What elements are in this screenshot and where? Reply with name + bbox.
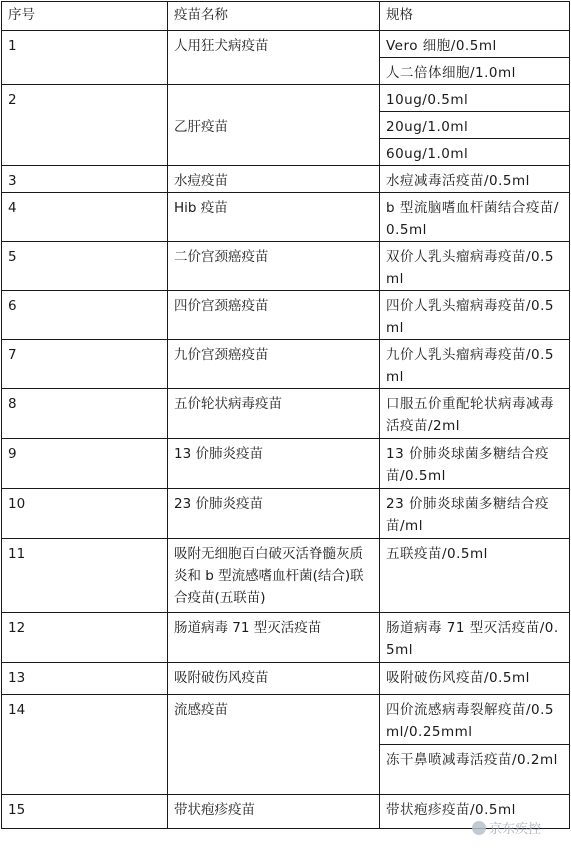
table-row [2, 389, 570, 439]
table-body [2, 31, 570, 829]
cell-no: 4 [2, 193, 168, 242]
cell-vaccine-name: 五价轮状病毒疫苗 [168, 389, 380, 439]
cell-spec: 带状疱疹疫苗/0.5ml [380, 795, 570, 829]
table-row [2, 166, 570, 193]
cell-vaccine-name: 水痘疫苗 [168, 166, 380, 193]
cell-vaccine-name: 二价宫颈癌疫苗 [168, 242, 380, 291]
table-header-row [2, 2, 570, 31]
cell-no: 9 [2, 439, 168, 489]
cell-spec: 23 价肺炎球菌多糖结合疫苗/ml [380, 489, 570, 539]
cell-no: 6 [2, 291, 168, 340]
table-row [2, 242, 570, 291]
cell-no: 10 [2, 489, 168, 539]
cell-vaccine-name: 四价宫颈癌疫苗 [168, 291, 380, 340]
watermark [472, 818, 541, 837]
cell-spec: Vero 细胞/0.5ml [380, 31, 570, 58]
cell-spec: 双价人乳头瘤病毒疫苗/0.5ml [380, 242, 570, 291]
cell-spec: b 型流脑嗜血杆菌结合疫苗/0.5ml [380, 193, 570, 242]
cell-no: 12 [2, 613, 168, 663]
table-row [2, 663, 570, 695]
cell-spec: 10ug/0.5ml [380, 85, 570, 112]
cell-spec: 水痘减毒活疫苗/0.5ml [380, 166, 570, 193]
table-row [2, 695, 570, 745]
table-row [2, 340, 570, 389]
header-name: 疫苗名称 [168, 2, 380, 31]
cell-vaccine-name: 吸附破伤风疫苗 [168, 663, 380, 695]
header-spec: 规格 [380, 2, 570, 31]
cell-spec: 冻干鼻喷减毒活疫苗/0.2ml [380, 745, 570, 795]
cell-spec: 五联疫苗/0.5ml [380, 539, 570, 613]
cell-vaccine-name: 带状疱疹疫苗 [168, 795, 380, 829]
cell-spec: 20ug/1.0ml [380, 112, 570, 139]
cell-no: 3 [2, 166, 168, 193]
cell-vaccine-name: 流感疫苗 [168, 695, 380, 795]
cell-spec: 肠道病毒 71 型灭活疫苗/0.5ml [380, 613, 570, 663]
cell-vaccine-name: 肠道病毒 71 型灭活疫苗 [168, 613, 380, 663]
vaccine-table [1, 1, 570, 829]
cell-vaccine-name: 吸附无细胞百白破灭活脊髓灰质炎和 b 型流感嗜血杆菌(结合)联合疫苗(五联苗) [168, 539, 380, 613]
table-row [2, 85, 570, 112]
cell-no: 14 [2, 695, 168, 795]
table-row [2, 439, 570, 489]
table-row [2, 489, 570, 539]
table-row [2, 193, 570, 242]
cell-no: 11 [2, 539, 168, 613]
cell-no: 1 [2, 31, 168, 85]
cell-spec: 九价人乳头瘤病毒疫苗/0.5ml [380, 340, 570, 389]
cell-spec: 60ug/1.0ml [380, 139, 570, 166]
cell-spec: 人二倍体细胞/1.0ml [380, 58, 570, 85]
cell-no: 8 [2, 389, 168, 439]
cell-no: 2 [2, 85, 168, 166]
cell-no: 5 [2, 242, 168, 291]
cell-no: 15 [2, 795, 168, 829]
cell-vaccine-name: Hib 疫苗 [168, 193, 380, 242]
cell-vaccine-name: 乙肝疫苗 [168, 85, 380, 166]
watermark-text: 京东疾控 [489, 822, 542, 837]
cell-vaccine-name: 人用狂犬病疫苗 [168, 31, 380, 85]
cell-vaccine-name: 13 价肺炎疫苗 [168, 439, 380, 489]
cell-vaccine-name: 九价宫颈癌疫苗 [168, 340, 380, 389]
cell-spec: 13 价肺炎球菌多糖结合疫苗/0.5ml [380, 439, 570, 489]
cell-no: 7 [2, 340, 168, 389]
cell-spec: 吸附破伤风疫苗/0.5ml [380, 663, 570, 695]
table-row [2, 539, 570, 613]
cell-vaccine-name: 23 价肺炎疫苗 [168, 489, 380, 539]
account-logo-icon [472, 821, 486, 835]
table-row [2, 291, 570, 340]
cell-spec: 口服五价重配轮状病毒减毒活疫苗/2ml [380, 389, 570, 439]
table-row [2, 31, 570, 58]
cell-no: 13 [2, 663, 168, 695]
cell-spec: 四价流感病毒裂解疫苗/0.5ml/0.25mml [380, 695, 570, 745]
table-row [2, 613, 570, 663]
header-no: 序号 [2, 2, 168, 31]
cell-spec: 四价人乳头瘤病毒疫苗/0.5ml [380, 291, 570, 340]
